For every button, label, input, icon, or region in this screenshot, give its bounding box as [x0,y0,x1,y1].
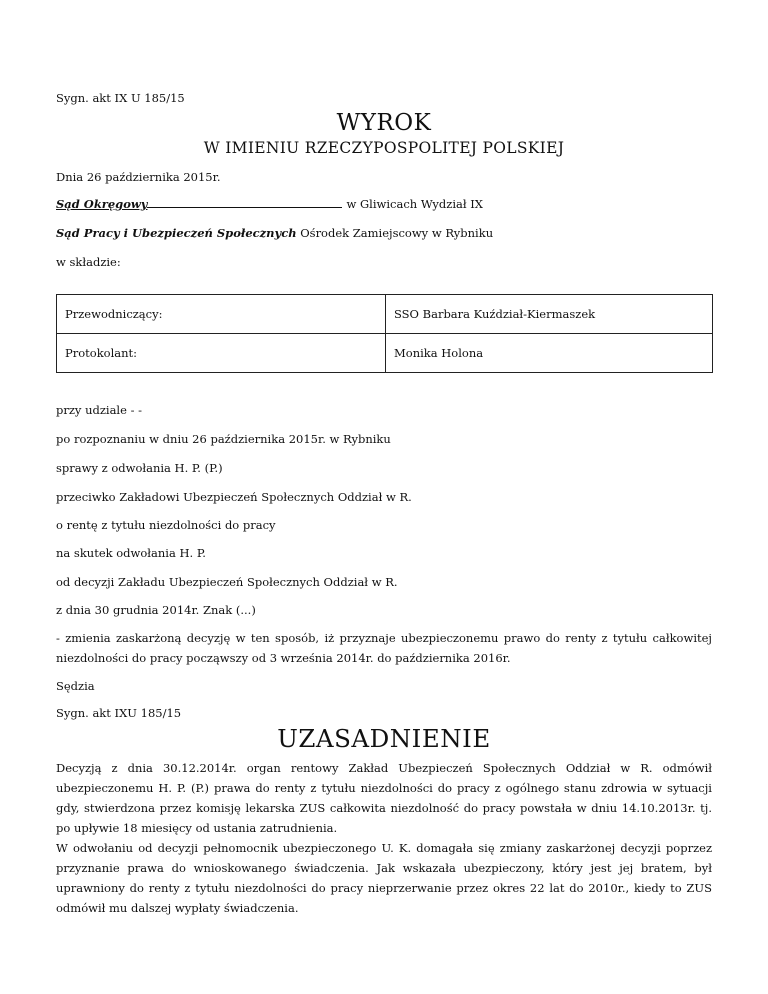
justification-paragraph-1: Decyzją z dnia 30.12.2014r. organ rentowy Zakład Ubezpieczeń Społecznych Oddział w R. odmówił ubezpieczonemu H. P. (P.) prawa do renty z tytułu niezdolności do pracy z ogólnego stanu zdrowia w sytuacji gdy, stwierdzona przez komisję lekarska ZUS całkowita niezdolność do pracy powstała w dniu 14.10.2013r. tj. po upływie 18 miesięcy od ustania zatrudnienia. [56,761,712,835]
against-line: przeciwko Zakładowi Ubezpieczeń Społecznych Oddział w R. [56,490,412,504]
justification-case-reference: Sygn. akt IXU 185/15 [56,706,182,720]
court-location: w Gliwicach Wydział IX [346,197,483,211]
appeal-line: na skutek odwołania H. P. [56,546,206,560]
composition-table [56,294,713,373]
verdict-subtitle: W IMIENIU RZECZYPOSPOLITEJ POLSKIEJ [203,139,565,157]
participation-line: przy udziale - - [56,403,142,417]
subject-line: o rentę z tytułu niezdolności do pracy [56,518,276,532]
court-line [56,195,712,214]
verdict-date: Dnia 26 października 2015r. [56,170,221,184]
court-name-underline [147,195,342,208]
person-cell: Monika Holona [386,334,713,373]
justification-paragraph-2: W odwołaniu od decyzji pełnomocnik ubezpieczonego U. K. domagała się zmiany zaskarżonej decyzji poprzez przyznanie prawa do wnioskowanego świadczenia. Jak wskazała ubezpieczony, który jest jej bratem, był uprawniony do renty z tytułu niezdolności do pracy nieprzerwanie przez okres 22 lat do 2010r., kiedy to ZUS odmówił mu dalszej wypłaty świadczenia. [56,841,712,915]
court-division: Sąd Pracy i Ubezpieczeń Społecznych [56,226,297,240]
person-cell: SSO Barbara Kuździał-Kiermaszek [386,295,713,334]
hearing-line: po rozpoznaniu w dniu 26 października 2015r. w Rybniku [56,432,391,446]
court-division-line [56,224,712,243]
judge-label: Sędzia [56,679,95,693]
case-of-line: sprawy z odwołania H. P. (P.) [56,461,223,475]
composition-label: w składzie: [56,255,121,269]
table-row [57,295,713,334]
court-branch: Ośrodek Zamiejscowy w Rybniku [300,226,494,240]
ruling-paragraph: - zmienia zaskarżoną decyzję w ten sposób, iż przyznaje ubezpieczonemu prawo do renty z tytułu całkowitej niezdolności do pracy począwszy od 3 września 2014r. do października 2016r. [56,631,712,665]
justification-title: UZASADNIENIE [277,724,491,753]
court-name: Sąd Okręgowy [56,197,148,211]
decision-of-line: od decyzji Zakładu Ubezpieczeń Społecznych Oddział w R. [56,575,398,589]
verdict-title: WYROK [336,110,432,136]
table-row [57,334,713,373]
role-cell: Przewodniczący: [57,295,386,334]
decision-date-line: z dnia 30 grudnia 2014r. Znak (...) [56,603,256,617]
case-reference: Sygn. akt IX U 185/15 [56,91,185,105]
role-cell: Protokolant: [57,334,386,373]
